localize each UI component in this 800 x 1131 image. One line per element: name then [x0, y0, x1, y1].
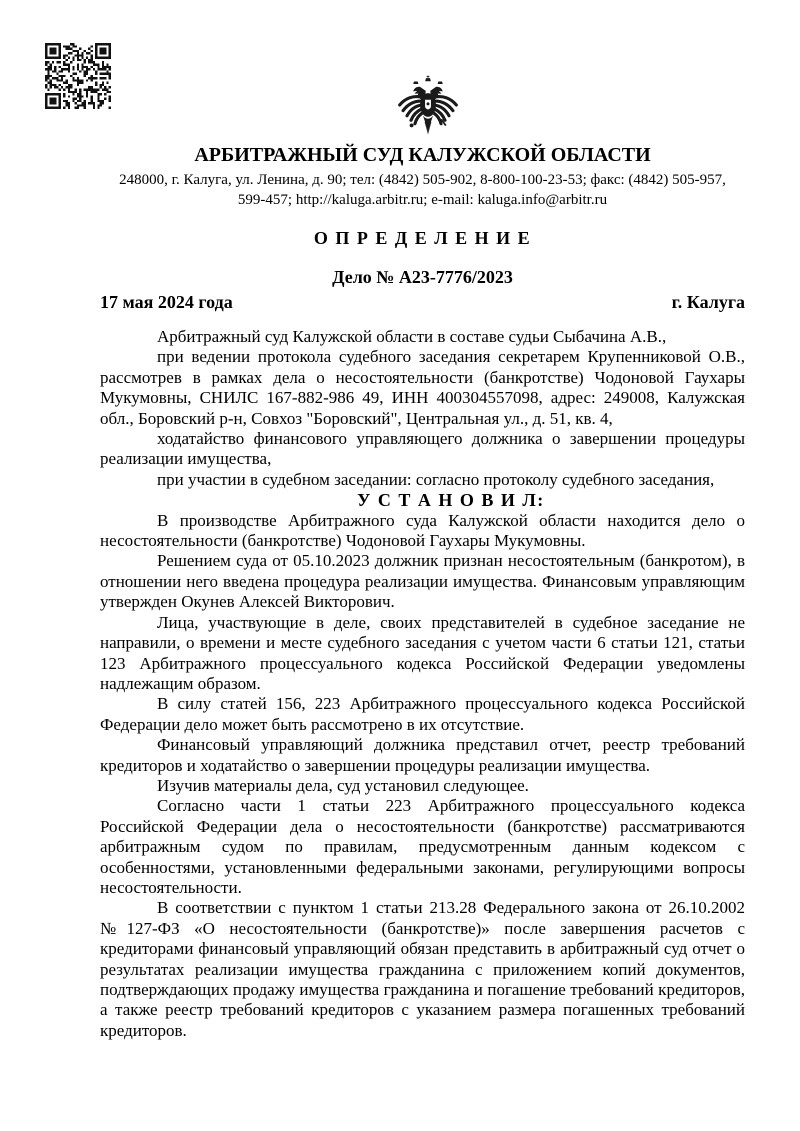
document-body	[100, 327, 745, 1041]
ruling-heading: У С Т А Н О В И Л:	[357, 490, 545, 511]
preamble-paragraph: при ведении протокола судебного заседания секретарем Крупенниковой О.В., рассмотрев в рамках дела о несостоятельности (банкротстве) Чодоновой Гаухары Мукумовны, СНИЛС 167-882-986 49, ИНН 400304557098, адрес: 249008, Калужская обл., Боровский р-н, Совхоз "Боровский", Центральная ул., д. 51, кв. 4,	[100, 347, 745, 428]
decision-date: 17 мая 2024 года	[100, 292, 233, 312]
date-city-row	[100, 291, 745, 314]
findings-paragraph: В производстве Арбитражного суда Калужской области находится дело о несостоятельности (банкротстве) Чодоновой Гаухары Мукумовны.	[100, 510, 745, 551]
court-address-line-2: 599-457; http://kaluga.arbitr.ru; e-mail: kaluga.info@arbitr.ru	[237, 191, 608, 208]
court-address-line-1: 248000, г. Калуга, ул. Ленина, д. 90; тел: (4842) 505-902, 8-800-100-23-53; факс: (4842) 505-957,	[119, 172, 726, 188]
findings-paragraph: Решением суда от 05.10.2023 должник признан несостоятельным (банкротом), в отношении него введена процедура реализации имущества. Финансовым управляющим утвержден Окунев Алексей Викторович.	[100, 551, 745, 612]
findings-paragraph: Финансовый управляющий должника представил отчет, реестр требований кредиторов и ходатайство о завершении процедуры реализации имущества.	[100, 735, 745, 775]
preamble-paragraph: Арбитражный суд Калужской области в составе судьи Сыбачина А.В.,	[157, 327, 667, 346]
document-type-heading: О П Р Е Д Е Л Е Н И Е	[313, 228, 532, 248]
case-number: Дело № А23-7776/2023	[332, 267, 513, 287]
document-content	[100, 0, 745, 1041]
court-name-heading: АРБИТРАЖНЫЙ СУД КАЛУЖСКОЙ ОБЛАСТИ	[194, 144, 651, 166]
findings-paragraph: Лица, участвующие в деле, своих представителей в судебное заседание не направили, о времени и месте судебного заседания с учетом части 6 статьи 121, статьи 123 Арбитражного процессуального кодекса Российской Федерации уведомлены надлежащим образом.	[100, 612, 745, 693]
preamble-paragraph: при участии в судебном заседании: согласно протоколу судебного заседания,	[157, 469, 715, 489]
preamble-paragraph: ходатайство финансового управляющего должника о завершении процедуры реализации имущества,	[100, 429, 745, 469]
findings-paragraph: В соответствии с пунктом 1 статьи 213.28 Федерального закона от 26.10.2002 №127-ФЗ «О несостоятельности (банкротстве)» после завершения расчетов с кредиторами финансовый управляющий обязан представить в арбитражный суд отчет о результатах реализации имущества гражданина с приложением копий документов, подтверждающих продажу имущества гражданина и погашение требований кредиторов, а также реестр требований кредиторов с указанием размера погашенных требований кредиторов.	[100, 898, 745, 1040]
findings-paragraph: В силу статей 156, 223 Арбитражного процессуального кодекса Российской Федерации дело может быть рассмотрено в их отсутствие.	[100, 694, 745, 734]
findings-paragraph: Согласно части 1 статьи 223 Арбитражного процессуального кодекса Российской Федерации дела о несостоятельности (банкротстве) рассматриваются арбитражным судом по правилам, предусмотренным данным кодексом с особенностями, установленными федеральными законами, регулирующими вопросы несостоятельности.	[100, 796, 745, 897]
decision-city: г. Калуга	[671, 292, 745, 312]
findings-paragraph: Изучив материалы дела, суд установил следующее.	[157, 775, 529, 795]
